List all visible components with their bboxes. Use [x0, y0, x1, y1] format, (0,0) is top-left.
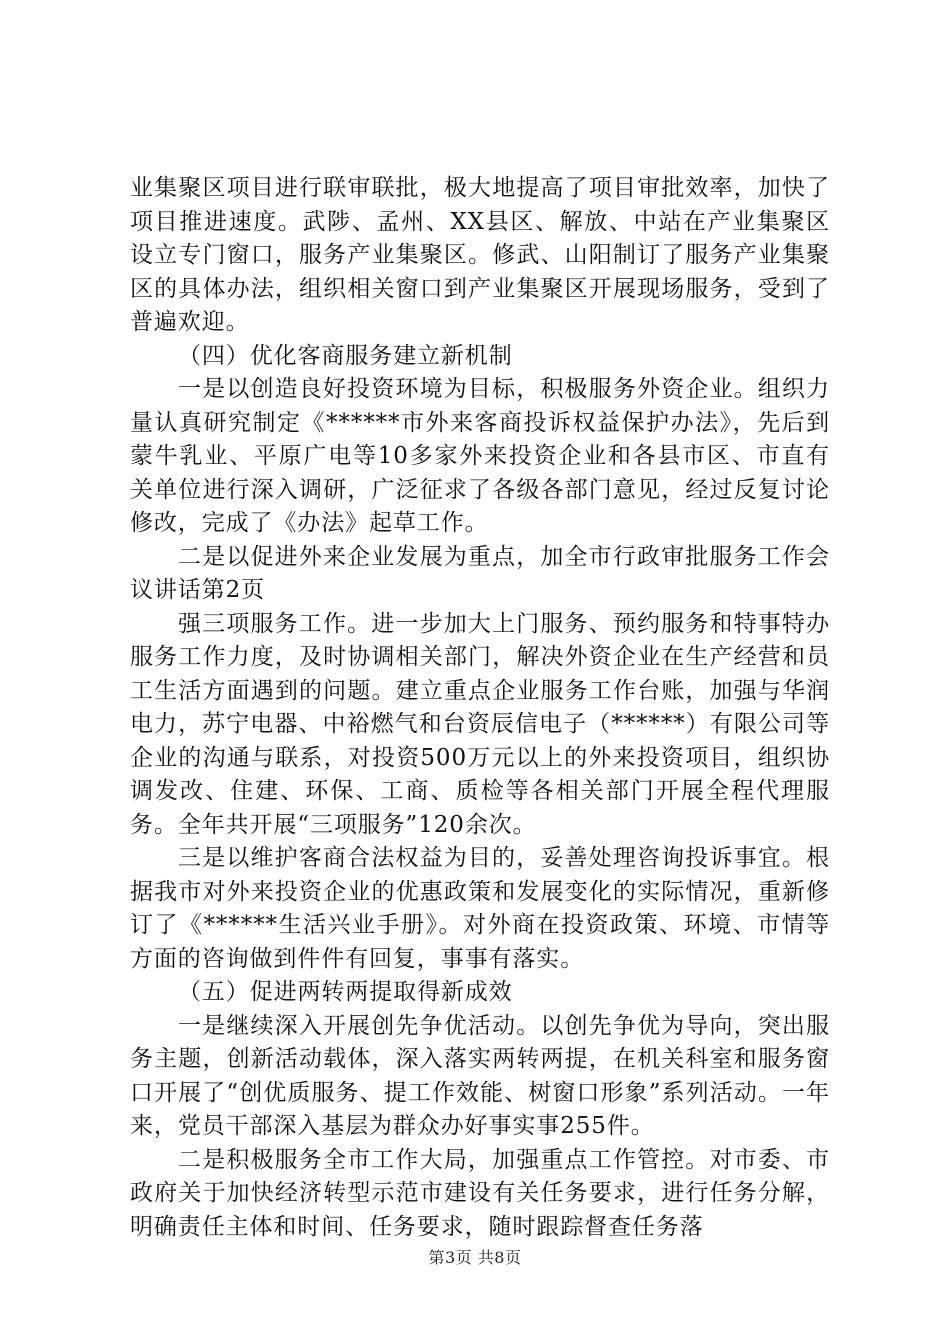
paragraph-third: 三是以维护客商合法权益为目的，妥善处理咨询投诉事宜。根据我市对外来投资企业的优惠政策和发展变化的实际情况，重新修订了《******生活兴业手册》。对外商在投资政策、环境、市情等方面的咨询做到件件有回复，事事有落实。 — [130, 845, 830, 972]
paragraph-three-services: 强三项服务工作。进一步加大上门服务、预约服务和特事特办服务工作力度，及时协调相关部门，解决外资企业在生产经营和员工生活方面遇到的问题。建立重点企业服务工作台账，加强与华润电力，苏宁电器、中裕燃气和台资辰信电子（******）有限公司等企业的沟通与联系，对投资500万元以上的外来投资项目，组织协调发改、住建、环保、工商、质检等各相关部门开展全程代理服务。全年共开展“三项服务”120余次。 — [130, 610, 830, 838]
paragraph-first: 一是以创造良好投资环境为目标，积极服务外资企业。组织力量认真研究制定《******市外来客商投诉权益保护办法》，先后到蒙牛乳业、平原广电等10多家外来投资企业和各县市区、市直有关单位进行深入调研，广泛征求了各级各部门意见，经过反复讨论修改，完成了《办法》起草工作。 — [130, 376, 830, 536]
page-footer: 第3页 共8页 — [428, 1248, 522, 1267]
section-heading-5: （五）促进两转两提取得新成效 — [178, 979, 513, 1005]
paragraph-first-5: 一是继续深入开展创先争优活动。以创先争优为导向，突出服务主题，创新活动载体，深入落实两转两提，在机关科室和服务窗口开展了“创优质服务、提工作效能、树窗口形象”系列活动。一年来，党员干部深入基层为群众办好事实事255件。 — [130, 1012, 830, 1139]
document-body — [130, 172, 830, 1244]
paragraph-second: 二是以促进外来企业发展为重点，加全市行政审批服务工作会议讲话第2页 — [130, 543, 830, 603]
section-heading-4: （四）优化客商服务建立新机制 — [178, 342, 513, 369]
paragraph-second-5: 二是积极服务全市工作大局，加强重点工作管控。对市委、市政府关于加快经济转型示范市建设有关任务要求，进行任务分解，明确责任主体和时间、任务要求，随时跟踪督查任务落 — [130, 1146, 830, 1240]
paragraph-continuation: 业集聚区项目进行联审联批，极大地提高了项目审批效率，加快了项目推进速度。武陟、孟州、XX县区、解放、中站在产业集聚区设立专门窗口，服务产业集聚区。修武、山阳制订了服务产业集聚区的具体办法，组织相关窗口到产业集聚区开展现场服务，受到了普遍欢迎。 — [130, 175, 830, 335]
